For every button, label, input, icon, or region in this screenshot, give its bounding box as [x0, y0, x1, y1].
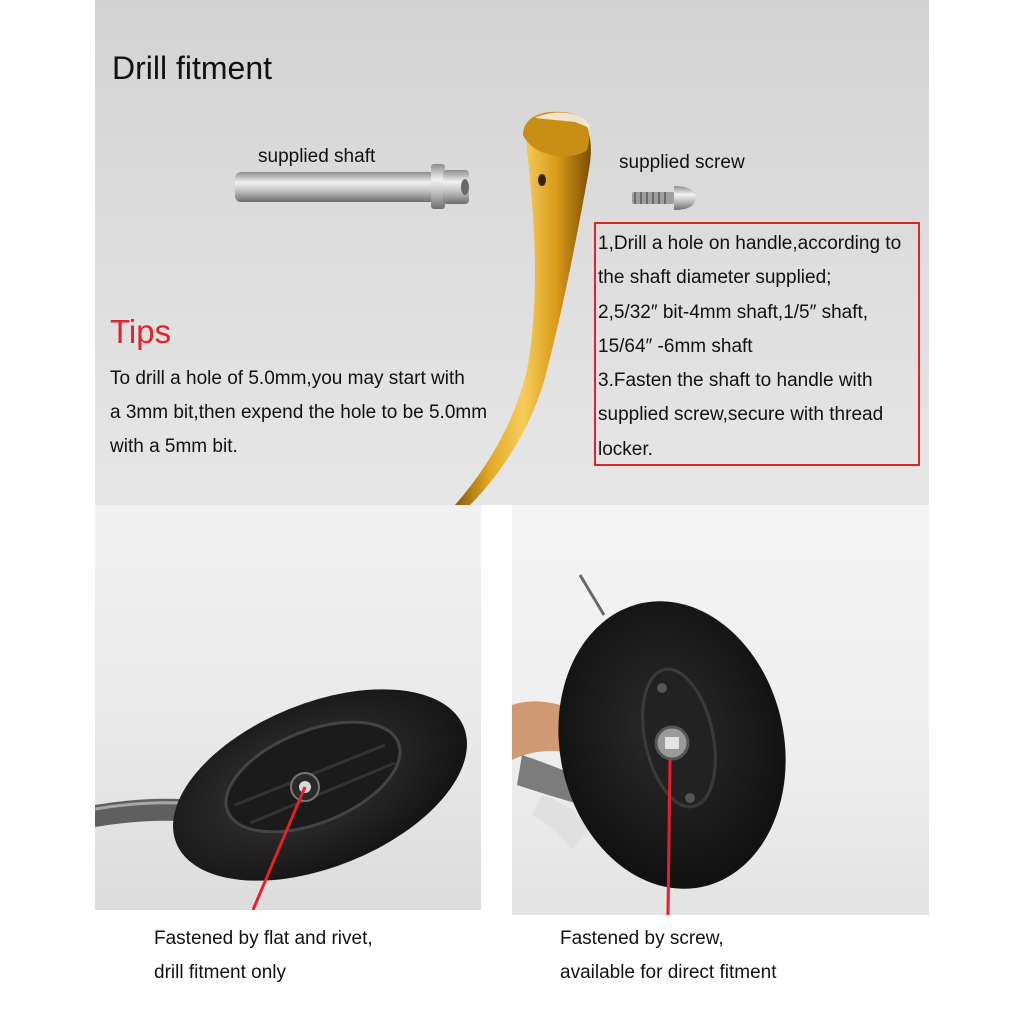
supplied-screw-label: supplied screw	[619, 152, 745, 173]
tips-heading: Tips	[110, 313, 172, 350]
instruction-line: 15/64″ -6mm shaft	[598, 335, 753, 357]
caption-line: available for direct fitment	[560, 962, 777, 983]
instruction-line: the shaft diameter supplied;	[598, 267, 832, 289]
instruction-line: 3.Fasten the shaft to handle with	[598, 370, 873, 392]
shaft-graphic	[235, 164, 469, 209]
screw-graphic	[632, 186, 696, 210]
rivet-fitment-photo	[95, 505, 481, 910]
drill-fitment-panel	[95, 0, 929, 505]
rivet-fitment-caption	[154, 922, 373, 990]
tips-line: a 3mm bit,then expend the hole to be 5.0mm	[110, 402, 488, 423]
caption-line: Fastened by flat and rivet,	[154, 928, 373, 949]
tips-line: To drill a hole of 5.0mm,you may start with	[110, 368, 465, 389]
supplied-shaft-label: supplied shaft	[258, 146, 376, 167]
pointer-line	[668, 759, 670, 915]
screw-fitment-caption	[560, 922, 777, 990]
rivet-knob-illustration	[95, 505, 481, 910]
screw-fitment-photo	[512, 505, 929, 915]
instruction-line: 1,Drill a hole on handle,according to	[598, 233, 902, 254]
instruction-line: supplied screw,secure with thread	[598, 404, 884, 426]
instruction-line: 2,5/32″ bit-4mm shaft,1/5″ shaft,	[598, 301, 869, 323]
caption-line: drill fitment only	[154, 962, 286, 983]
instructions-text	[598, 227, 924, 467]
tips-body	[110, 362, 530, 464]
instruction-line: locker.	[598, 438, 653, 460]
caption-line: Fastened by screw,	[560, 928, 724, 949]
page-title: Drill fitment	[112, 50, 273, 86]
tips-line: with a 5mm bit.	[110, 436, 238, 457]
screw-knob-illustration	[512, 505, 929, 915]
